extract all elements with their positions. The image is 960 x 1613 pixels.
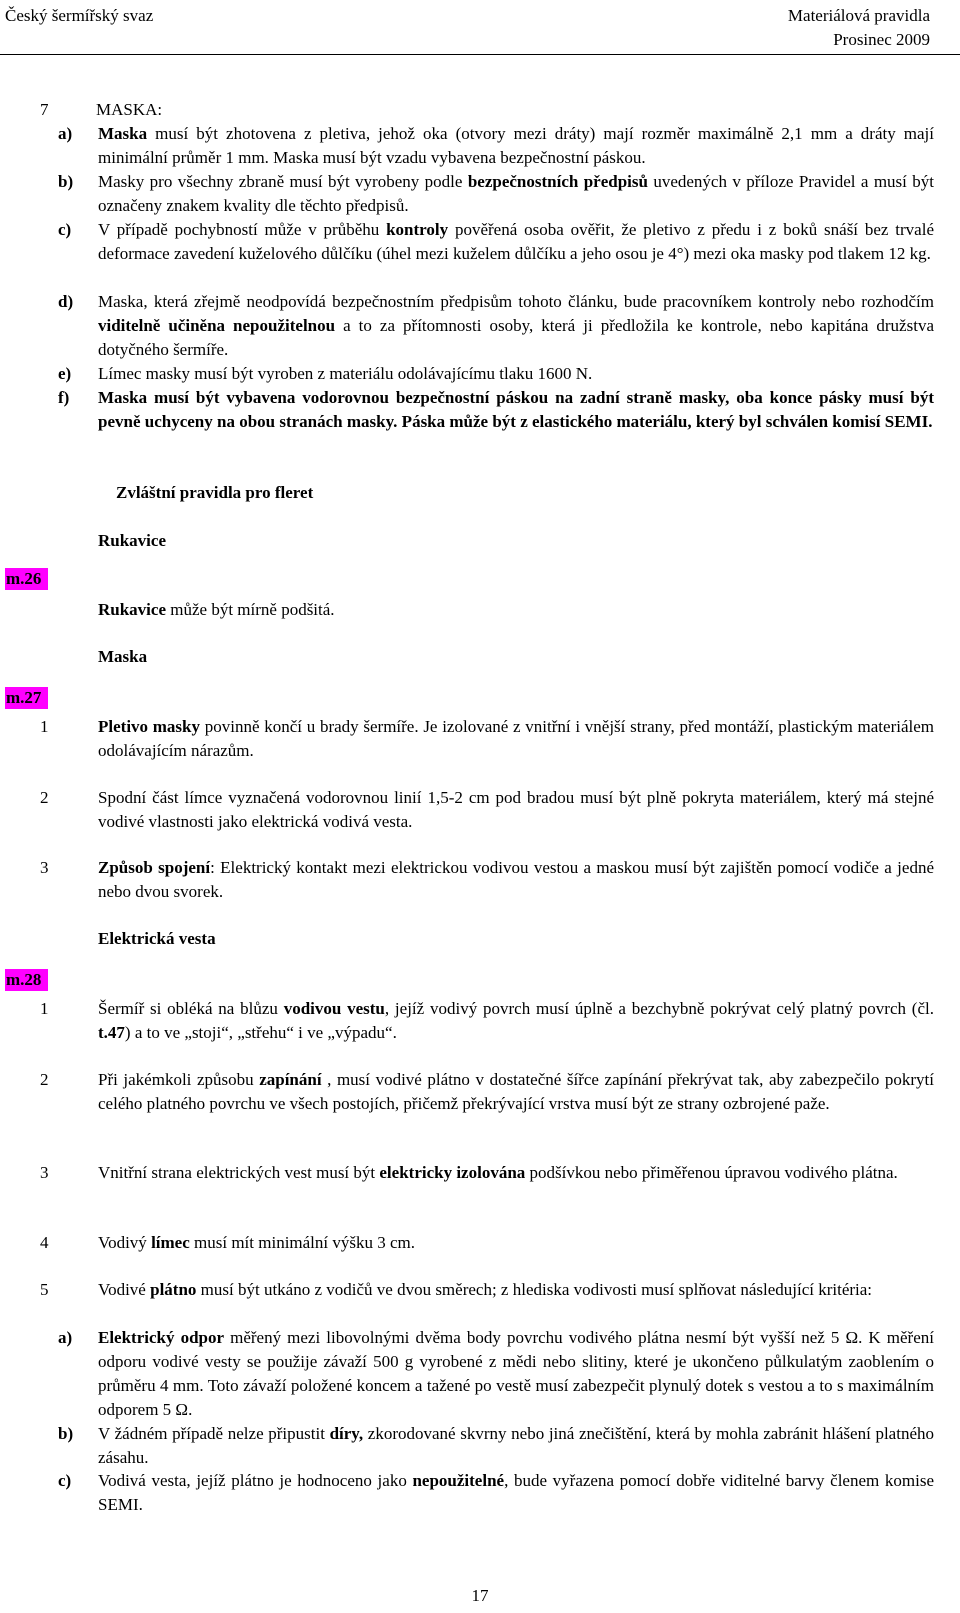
foil-rules-title: Zvláštní pravidla pro fleret xyxy=(116,483,314,502)
item-text xyxy=(98,1422,934,1470)
text-run: Masky pro všechny zbraně musí být vyrobeny podle xyxy=(98,172,468,191)
item-text xyxy=(98,218,934,266)
item-text xyxy=(98,386,934,434)
item-text xyxy=(98,1326,934,1422)
section-7-heading xyxy=(40,98,162,122)
header-doc-date: Prosinec 2009 xyxy=(833,30,930,49)
item-label: a) xyxy=(58,124,73,143)
item-text xyxy=(98,122,934,170)
item-text xyxy=(98,997,934,1045)
text-run: pověřená osoba ověřit, že pletivo z předu i z boků snáší bez trvalé deformace zavedení kuželového důlčíku (úhel mezi kuželem důlčíku a jeho osou je 4°) mezi oka masky pod tlakem 12 kg. xyxy=(98,220,934,263)
item-text xyxy=(98,362,934,386)
vest-heading: Elektrická vesta xyxy=(98,929,216,948)
text-run: , musí vodivé plátno v dostatečné šířce zapínání překrývat tak, aby zabezpečilo pokrytí celého platného povrchu ve všech postojích, přičemž překrývající vrstva musí být ze strany ozbrojené paže. xyxy=(98,1070,935,1113)
text-run: Vodivý xyxy=(98,1233,152,1252)
item-number: 1 xyxy=(40,717,49,736)
item-label: f) xyxy=(58,388,70,407)
item-label: e) xyxy=(58,364,72,383)
bold-text-run: Elektrický odpor xyxy=(98,1328,225,1347)
item-text xyxy=(98,290,934,362)
bold-text-run: Maska musí být vybavena vodorovnou bezpečnostní páskou na zadní straně masky, oba konce pásky musí být pevně uchyceny na obou stranách masky. Páska může být z elastického materiálu, který byl schválen komisí SEMI. xyxy=(98,388,934,431)
bold-text-run: díry, xyxy=(329,1424,364,1443)
bold-text-run: elektricky izolována xyxy=(379,1163,526,1182)
item-number: 3 xyxy=(40,1163,49,1182)
text-run: Vnitřní strana elektrických vest musí být xyxy=(98,1163,380,1182)
text-run: Vodivá vesta, jejíž plátno je hodnoceno jako xyxy=(98,1471,413,1490)
bold-text-run: plátno xyxy=(150,1280,197,1299)
article-tag-m28: m.28 xyxy=(5,969,48,991)
text-run: může být mírně podšitá. xyxy=(166,600,335,619)
bold-text-run: kontroly xyxy=(386,220,449,239)
text-run: V případě pochybností může v průběhu xyxy=(98,220,387,239)
text-run: povinně končí u brady šermíře. Je izolované z vnitřní i vnější strany, před montáží, plastickým materiálem odolávajícím nárazům. xyxy=(98,717,934,760)
bold-text-run: Způsob spojení xyxy=(98,858,211,877)
text-run: Při jakémkoli způsobu xyxy=(98,1070,260,1089)
text-run: V žádném případě nelze připustit xyxy=(98,1424,330,1443)
gloves-heading: Rukavice xyxy=(98,531,166,550)
section-title: MASKA: xyxy=(96,100,163,119)
item-label: b) xyxy=(58,1424,74,1443)
bold-text-run: viditelně učiněna nepoužitelnou xyxy=(98,316,336,335)
bold-text-run: vodivou vestu xyxy=(283,999,385,1018)
bold-text-run: zapínání xyxy=(259,1070,322,1089)
text-run: Vodivé xyxy=(98,1280,151,1299)
header-divider xyxy=(0,54,960,55)
gloves-text xyxy=(98,598,934,622)
bold-text-run: t.47 xyxy=(98,1023,125,1042)
header-doc-title: Materiálová pravidla xyxy=(787,6,930,25)
item-number: 5 xyxy=(40,1280,49,1299)
item-text xyxy=(98,1161,934,1185)
bold-text-run: Maska xyxy=(98,124,148,143)
text-run: měřený mezi libovolnými dvěma body povrchu vodivého plátna nesmí být vyšší než 5 Ω. K měření odporu vodivé vesty se použije závaží 500 g vyrobené z mědi nebo slitiny, které je ukončeno půlkulatým zaoblením o průměru 4 mm. Toto závaží položené koncem a tažené po vestě musí zabezpečit plynulý dotek s vestou a to s maximálním odporem 5 Ω. xyxy=(98,1328,934,1419)
text-run: zkorodované skvrny nebo jiná znečištění, která by mohla zabránit hlášení platného zásahu. xyxy=(98,1424,934,1467)
text-run: a to za přítomnosti osoby, která ji předložila ke kontrole, nebo kapitána družstva dotyčného šermíře. xyxy=(98,316,934,359)
bold-text-run: Pletivo masky xyxy=(98,717,200,736)
header-org: Český šermířský svaz xyxy=(5,6,154,25)
item-text xyxy=(98,170,934,218)
item-text xyxy=(98,1278,934,1302)
item-label: c) xyxy=(58,1471,72,1490)
item-text xyxy=(98,1068,934,1116)
item-number: 2 xyxy=(40,788,49,807)
item-text xyxy=(98,1231,934,1255)
item-text xyxy=(98,715,934,763)
item-number: 3 xyxy=(40,858,49,877)
item-number: 4 xyxy=(40,1233,49,1252)
page-number: 17 xyxy=(471,1586,489,1605)
mask-heading: Maska xyxy=(98,647,148,666)
item-label: c) xyxy=(58,220,72,239)
item-label: a) xyxy=(58,1328,73,1347)
article-tag-m27: m.27 xyxy=(5,687,48,709)
text-run: podšívkou nebo přiměřenou úpravou vodivého plátna. xyxy=(525,1163,898,1182)
text-run: : Elektrický kontakt mezi elektrickou vodivou vestou a maskou musí být zajištěn pomocí vodiče a jedné nebo dvou svorek. xyxy=(98,858,934,901)
text-run: ) a to ve „stoji“, „střehu“ i ve „výpadu“. xyxy=(124,1023,397,1042)
header-doc-info xyxy=(788,4,930,52)
item-label: b) xyxy=(58,172,74,191)
text-run: musí být utkáno z vodičů ve dvou směrech; z hlediska vodivosti musí splňovat následující kritéria: xyxy=(196,1280,873,1299)
bold-text-run: bezpečnostních předpisů xyxy=(467,172,648,191)
section-number: 7 xyxy=(40,100,49,119)
bold-text-run: límec xyxy=(151,1233,190,1252)
article-tag-m26: m.26 xyxy=(5,568,48,590)
text-run: musí být zhotovena z pletiva, jehož oka (otvory mezi dráty) mají rozměr maximálně 2,1 mm a dráty mají minimální průměr 1 mm. Maska musí být vzadu vybavena bezpečnostní páskou. xyxy=(98,124,934,167)
text-run: Spodní část límce vyznačená vodorovnou linií 1,5-2 cm pod bradou musí být plně pokryta materiálem, který má stejné vodivé vlastnosti jako elektrická vodivá vesta. xyxy=(98,788,934,831)
bold-text-run: Rukavice xyxy=(98,600,166,619)
item-text xyxy=(98,856,934,904)
item-text xyxy=(98,786,934,834)
item-number: 1 xyxy=(40,999,49,1018)
text-run: Šermíř si obléká na blůzu xyxy=(98,999,284,1018)
item-number: 2 xyxy=(40,1070,49,1089)
bold-text-run: nepoužitelné xyxy=(412,1471,505,1490)
text-run: , jejíž vodivý povrch musí úplně a bezchybně pokrývat celý platný povrch (čl. xyxy=(384,999,934,1018)
text-run: Maska, která zřejmě neodpovídá bezpečnostním předpisům tohoto článku, bude pracovníkem kontroly nebo rozhodčím xyxy=(98,292,934,311)
text-run: , bude vyřazena pomocí dobře viditelné barvy členem komise SEMI. xyxy=(98,1471,934,1514)
item-label: d) xyxy=(58,292,74,311)
item-text xyxy=(98,1469,934,1517)
text-run: Límec masky musí být vyroben z materiálu odolávajícímu tlaku 1600 N. xyxy=(98,364,593,383)
text-run: musí mít minimální výšku 3 cm. xyxy=(189,1233,416,1252)
text-run: uvedených v příloze Pravidel a musí být označeny znakem kvality dle těchto předpisů. xyxy=(98,172,934,215)
